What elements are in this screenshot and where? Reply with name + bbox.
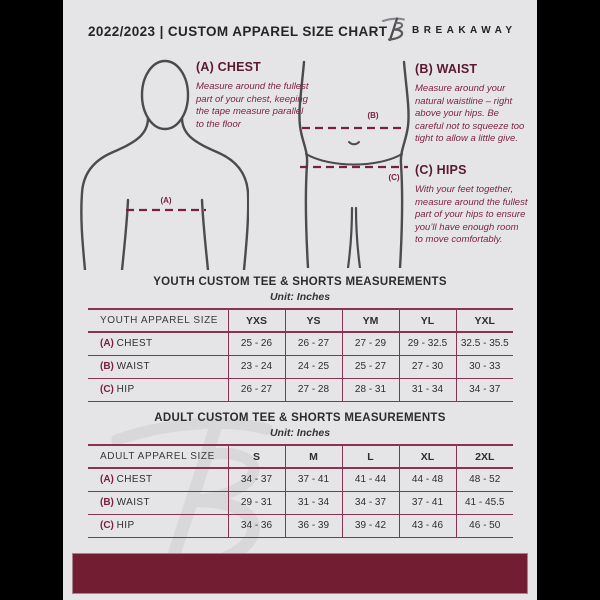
table-cell: 32.5 - 35.5 <box>456 332 513 355</box>
table-row <box>88 355 513 378</box>
table-cell: 23 - 24 <box>228 355 285 378</box>
row-label: WAIST <box>116 497 150 508</box>
table-cell: 29 - 32.5 <box>399 332 456 355</box>
row-label: CHEST <box>116 474 153 486</box>
table-cell: 36 - 39 <box>285 514 342 537</box>
table-cell: 29 - 31 <box>228 491 285 514</box>
waist-section-text: Measure around your natural waistline – right above your hips. Be careful not to squeeze too tight to allow a little give. <box>415 83 525 145</box>
hip-marker-label: (C) <box>388 173 400 182</box>
table-cell: 24 - 25 <box>285 355 342 378</box>
youth-table-title: YOUTH CUSTOM TEE & SHORTS MEASUREMENTS <box>153 276 447 288</box>
table-cell: 25 - 27 <box>342 355 399 378</box>
table-cell: 34 - 37 <box>456 378 513 401</box>
table-cell: 25 - 26 <box>228 332 285 355</box>
column-header: XL <box>399 445 456 468</box>
table-cell: 34 - 36 <box>228 514 285 537</box>
table-cell: 27 - 30 <box>399 355 456 378</box>
chest-section-text: Measure around the fullest part of your chest, keeping the tape measure parallel to the floor <box>196 81 309 130</box>
breakaway-logo-icon <box>381 14 407 42</box>
adult-size-table <box>88 444 513 538</box>
table-cell: 37 - 41 <box>399 491 456 514</box>
table-cell: 34 - 37 <box>342 491 399 514</box>
youth-table-unit: Unit: Inches <box>269 291 331 303</box>
column-header: L <box>342 445 399 468</box>
row-prefix: (A) <box>100 338 114 350</box>
hips-section-text: With your feet together, measure around the fullest part of your hips to ensure you’ll have enough room to move comfortably. <box>415 184 528 246</box>
table-cell: 31 - 34 <box>285 491 342 514</box>
waist-section-title: (B) WAIST <box>415 62 478 76</box>
column-header: YM <box>342 309 399 332</box>
row-prefix: (C) <box>100 384 114 395</box>
chest-marker-label: (A) <box>160 196 172 205</box>
table-cell: 34 - 37 <box>228 468 285 491</box>
column-header: YL <box>399 309 456 332</box>
brand <box>381 14 517 42</box>
column-header: YS <box>285 309 342 332</box>
row-prefix: (A) <box>100 474 114 486</box>
row-label: HIP <box>116 520 135 531</box>
row-prefix: (C) <box>100 520 114 531</box>
column-header: YXL <box>456 309 513 332</box>
page-title: 2022/2023 | CUSTOM APPAREL SIZE CHART <box>88 24 388 39</box>
table-cell: 43 - 46 <box>399 514 456 537</box>
column-header: S <box>228 445 285 468</box>
table-row <box>88 378 513 401</box>
column-header: 2XL <box>456 445 513 468</box>
table-cell: 37 - 41 <box>285 468 342 491</box>
table-cell: 41 - 45.5 <box>456 491 513 514</box>
table-cell: 48 - 52 <box>456 468 513 491</box>
table-cell: 30 - 33 <box>456 355 513 378</box>
table-row <box>88 514 513 537</box>
column-header: YXS <box>228 309 285 332</box>
adult-table-title: ADULT CUSTOM TEE & SHORTS MEASUREMENTS <box>154 412 446 424</box>
size-chart-document <box>63 0 537 600</box>
table-cell: 46 - 50 <box>456 514 513 537</box>
lower-body-diagram <box>290 58 418 268</box>
footer-bar <box>72 553 528 594</box>
table-cell: 27 - 28 <box>285 378 342 401</box>
row-label: CHEST <box>116 338 153 350</box>
hips-section-title: (C) HIPS <box>415 163 467 177</box>
brand-name: BREAKAWAY <box>412 24 517 36</box>
adult-table-unit: Unit: Inches <box>269 427 331 439</box>
table-cell: 44 - 48 <box>399 468 456 491</box>
table-cell: 28 - 31 <box>342 378 399 401</box>
column-header: ADULT APPAREL SIZE <box>88 445 228 468</box>
table-cell: 27 - 29 <box>342 332 399 355</box>
table-header-row <box>88 309 513 332</box>
row-label: HIP <box>116 384 135 395</box>
table-cell: 31 - 34 <box>399 378 456 401</box>
chest-section-title: (A) CHEST <box>196 60 261 74</box>
table-cell: 26 - 27 <box>228 378 285 401</box>
table-row <box>88 468 513 491</box>
column-header: M <box>285 445 342 468</box>
column-header: YOUTH APPAREL SIZE <box>88 309 228 332</box>
youth-size-table <box>88 308 513 402</box>
table-row <box>88 332 513 355</box>
table-row <box>88 491 513 514</box>
row-prefix: (B) <box>100 497 114 508</box>
table-cell: 26 - 27 <box>285 332 342 355</box>
table-cell: 39 - 42 <box>342 514 399 537</box>
row-prefix: (B) <box>100 361 114 372</box>
waist-marker-label: (B) <box>367 111 379 120</box>
table-cell: 41 - 44 <box>342 468 399 491</box>
table-header-row <box>88 445 513 468</box>
row-label: WAIST <box>116 361 150 372</box>
